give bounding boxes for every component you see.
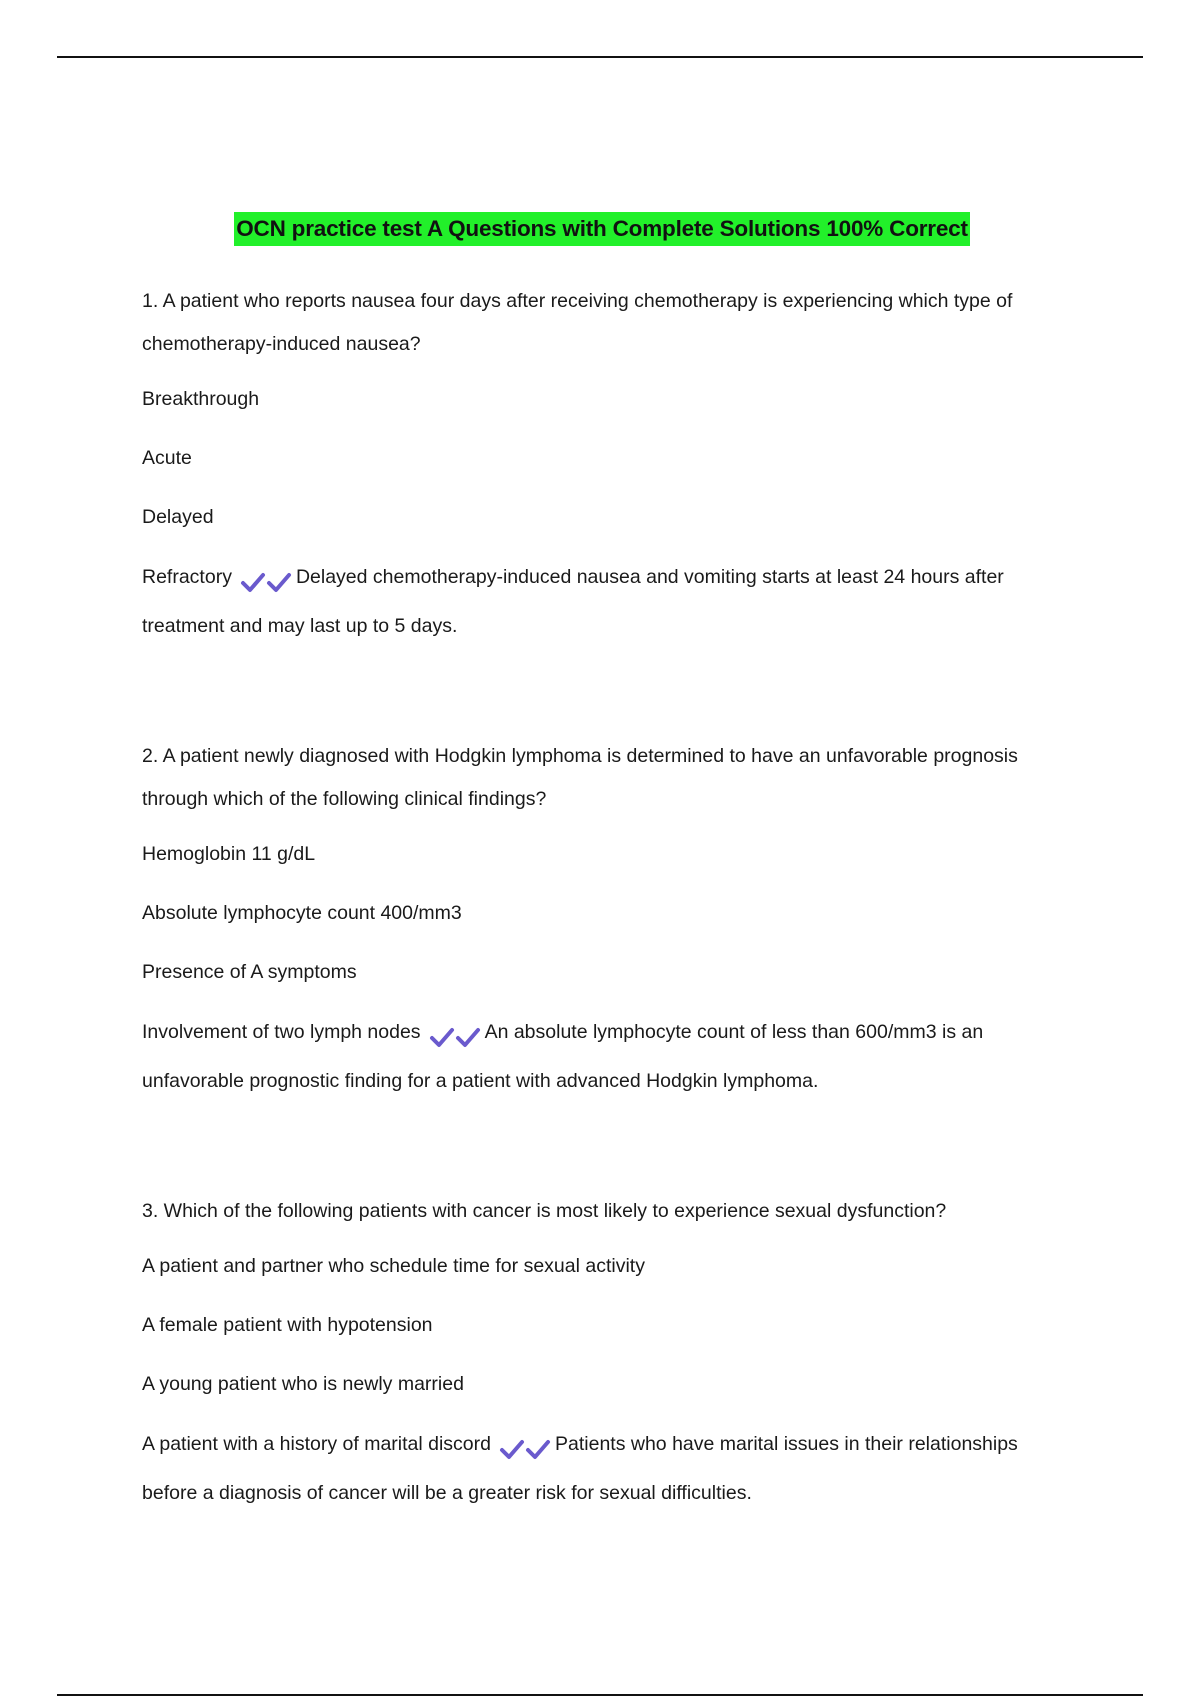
answer-line: [142, 1422, 1062, 1516]
question-3: [142, 1190, 1062, 1516]
question-2: [142, 735, 1062, 1104]
option: Delayed: [142, 506, 214, 528]
check-icon: [499, 1438, 525, 1460]
option-last: A patient with a history of marital discord: [142, 1433, 491, 1455]
check-icon: [455, 1026, 481, 1048]
answer-line: [142, 1010, 1062, 1104]
check-icon: [429, 1026, 455, 1048]
double-check-mark: [499, 1426, 551, 1471]
option: A young patient who is newly married: [142, 1373, 464, 1395]
answer-line: [142, 555, 1062, 649]
title-wrap: [142, 212, 1062, 246]
option: Breakthrough: [142, 388, 260, 410]
option: Absolute lymphocyte count 400/mm3: [142, 902, 462, 924]
double-check-mark: [429, 1014, 481, 1059]
question-stem: 3. Which of the following patients with cancer is most likely to experience sexual dysfunction?: [142, 1200, 947, 1222]
document-page: [142, 212, 1062, 1602]
option-last: Involvement of two lymph nodes: [142, 1021, 421, 1043]
answer-explanation: Patients who have marital issues in their relationships before a diagnosis of cancer will be a greater risk for sexual difficulties.: [142, 1433, 1018, 1504]
question-stem: 2. A patient newly diagnosed with Hodgkin lymphoma is determined to have an unfavorable prognosis through which of the following clinical findings?: [142, 745, 1018, 810]
document-title: OCN practice test A Questions with Complete Solutions 100% Correct: [234, 212, 970, 246]
option: A patient and partner who schedule time for sexual activity: [142, 1255, 645, 1277]
bottom-rule: [57, 1694, 1143, 1696]
answer-explanation: An absolute lymphocyte count of less than 600/mm3 is an unfavorable prognostic finding for a patient with advanced Hodgkin lymphoma.: [142, 1021, 984, 1092]
check-icon: [525, 1438, 551, 1460]
option: Presence of A symptoms: [142, 961, 357, 983]
double-check-mark: [240, 559, 292, 604]
option: A female patient with hypotension: [142, 1314, 433, 1336]
check-icon: [266, 571, 292, 593]
answer-explanation: Delayed chemotherapy-induced nausea and vomiting starts at least 24 hours after treatment and may last up to 5 days.: [142, 566, 1004, 637]
check-icon: [240, 571, 266, 593]
option: Hemoglobin 11 g/dL: [142, 843, 316, 865]
question-1: [142, 280, 1062, 649]
option: Acute: [142, 447, 192, 469]
top-rule: [57, 56, 1143, 58]
question-stem: 1. A patient who reports nausea four days after receiving chemotherapy is experiencing which type of chemotherapy-induced nausea?: [142, 290, 1013, 355]
option-last: Refractory: [142, 566, 232, 588]
